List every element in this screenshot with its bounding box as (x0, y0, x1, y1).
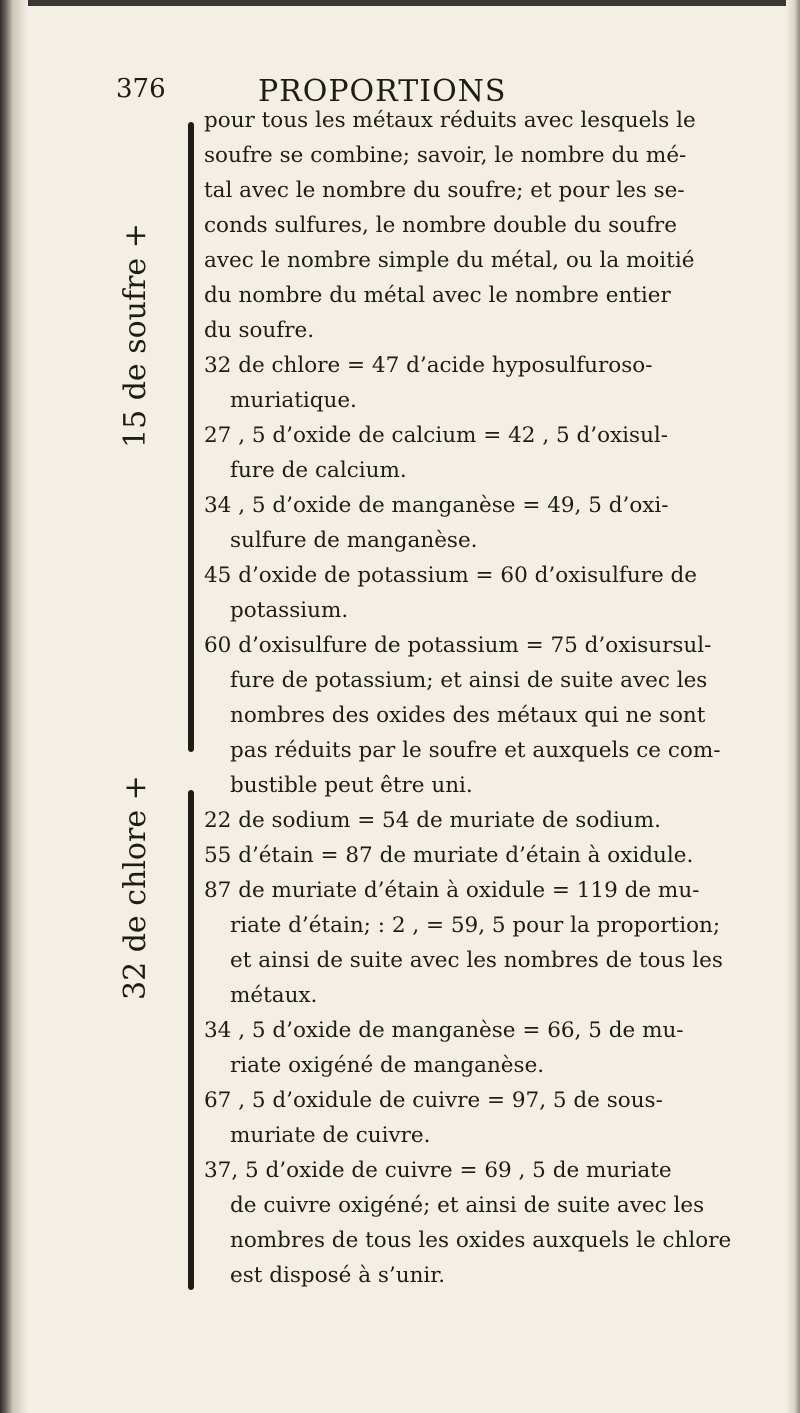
text-line: soufre se combine; savoir, le nombre du mé- (204, 143, 687, 168)
text-line: riate d’étain; : 2 , = 59, 5 pour la proportion; (230, 913, 721, 938)
text-line: du nombre du métal avec le nombre entier (204, 283, 671, 308)
brace-chlore (188, 790, 194, 1290)
text-line: 27 , 5 d’oxide de calcium = 42 , 5 d’oxisul- (204, 423, 669, 448)
text-line: de cuivre oxigéné; et ainsi de suite avec les (230, 1193, 705, 1218)
text-line: 34 , 5 d’oxide de manganèse = 49, 5 d’oxi- (204, 493, 669, 518)
text-line: pour tous les métaux réduits avec lesquels le (204, 108, 696, 133)
text-line: 32 de chlore = 47 d’acide hyposulfuroso- (204, 353, 653, 378)
text-line: et ainsi de suite avec les nombres de tous les (230, 948, 723, 973)
text-line: 37, 5 d’oxide de cuivre = 69 , 5 de muriate (204, 1158, 672, 1183)
text-line: 60 d’oxisulfure de potassium = 75 d’oxisursul- (204, 633, 712, 658)
text-line: nombres des oxides des métaux qui ne sont (230, 703, 706, 728)
text-line: avec le nombre simple du métal, ou la moitié (204, 248, 695, 273)
side-note-chlore: 32 de chlore + (118, 775, 153, 1000)
text-line: 45 d’oxide de potassium = 60 d’oxisulfure de (204, 563, 698, 588)
side-note-soufre: 15 de soufre + (118, 223, 153, 448)
text-line: 67 , 5 d’oxidule de cuivre = 97, 5 de sous- (204, 1088, 663, 1113)
text-line: 22 de sodium = 54 de muriate de sodium. (204, 808, 661, 833)
scan-left-edge (0, 0, 14, 1413)
text-line: conds sulfures, le nombre double du soufre (204, 213, 677, 238)
text-line: sulfure de manganèse. (230, 528, 478, 553)
text-line: 55 d’étain = 87 de muriate d’étain à oxidule. (204, 843, 694, 868)
text-line: métaux. (230, 983, 318, 1008)
text-line: nombres de tous les oxides auxquels le chlore (230, 1228, 732, 1253)
text-line: tal avec le nombre du soufre; et pour les se- (204, 178, 685, 203)
page-number: 376 (116, 74, 166, 104)
text-line: muriate de cuivre. (230, 1123, 431, 1148)
text-line: riate oxigéné de manganèse. (230, 1053, 545, 1078)
text-line: 34 , 5 d’oxide de manganèse = 66, 5 de mu- (204, 1018, 684, 1043)
text-line: du soufre. (204, 318, 315, 343)
scan-right-edge (786, 0, 800, 1413)
running-head: PROPORTIONS (258, 74, 507, 109)
text-line: potassium. (230, 598, 349, 623)
text-line: est disposé à s’unir. (230, 1263, 446, 1288)
scan-left-shadow (14, 0, 28, 1413)
scan-top-edge (0, 0, 800, 6)
brace-soufre (188, 122, 194, 752)
text-line: fure de potassium; et ainsi de suite avec les (230, 668, 708, 693)
text-line: 87 de muriate d’étain à oxidule = 119 de mu- (204, 878, 700, 903)
text-line: pas réduits par le soufre et auxquels ce com- (230, 738, 721, 763)
text-line: muriatique. (230, 388, 357, 413)
text-line: bustible peut être uni. (230, 773, 473, 798)
text-line: fure de calcium. (230, 458, 407, 483)
